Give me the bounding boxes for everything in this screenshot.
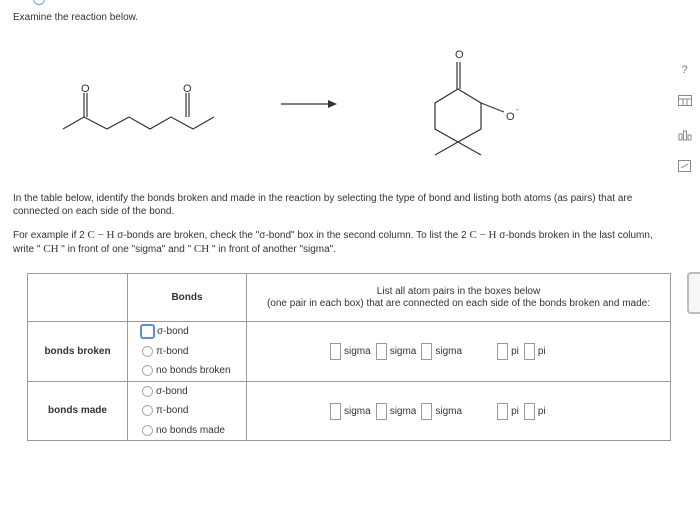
pair-input-box[interactable] (524, 343, 535, 360)
bond-type-options (128, 322, 247, 382)
atom-pairs-broken: sigma sigma sigma pi pi (247, 322, 671, 382)
pair-input-box[interactable] (524, 403, 535, 420)
pair-input-box[interactable] (330, 403, 341, 420)
chevron-icon[interactable] (33, 0, 45, 5)
instructions-paragraph-1: In the table below, identify the bonds broken and made in the reaction by selecting the type of bond and listing both atoms (as pairs) that are connected on each side of the bond. (13, 193, 633, 217)
table-corner-cell (28, 274, 128, 322)
bond-type-options (128, 381, 247, 441)
radio-checkbox[interactable] (142, 405, 153, 416)
carbonyl-oxygen-1: O (81, 83, 90, 95)
reference-icon[interactable] (676, 158, 693, 173)
atom-pairs-made: sigma sigma sigma pi pi (247, 381, 671, 441)
option-pi-bond[interactable]: π-bond (142, 401, 246, 421)
question-prompt: Examine the reaction below. (13, 12, 139, 23)
pair-input-box[interactable] (330, 343, 341, 360)
pair-input-box[interactable] (497, 403, 508, 420)
row-label-broken: bonds broken (28, 322, 128, 382)
pair-input-box[interactable] (376, 343, 387, 360)
radio-checkbox[interactable] (142, 365, 153, 376)
radio-checkbox[interactable] (140, 324, 155, 339)
diketone-skeleton (63, 117, 214, 129)
product-ring (435, 89, 481, 142)
pair-input-box[interactable] (376, 403, 387, 420)
instructions-paragraph-2: For example if 2 C − H σ-bonds are broken, check the "σ-bond" box in the second column. To list the 2 C − H σ-bonds broken in the last column, write " CH " in front of one "sigma" and " CH " in front of another "sigma". (13, 229, 653, 255)
option-no-bonds[interactable]: no bonds made (142, 421, 246, 441)
pair-input-box[interactable] (421, 403, 432, 420)
radio-checkbox[interactable] (142, 386, 153, 397)
bonds-column-header: Bonds (128, 274, 247, 322)
carbonyl-oxygen-2: O (183, 83, 192, 95)
pair-input-box[interactable] (497, 343, 508, 360)
option-sigma-bond[interactable]: σ-bond (142, 382, 246, 402)
radio-checkbox[interactable] (142, 425, 153, 436)
chart-icon[interactable] (676, 127, 693, 142)
negative-charge: - (516, 105, 519, 114)
table-row (28, 322, 671, 382)
periodic-table-icon[interactable] (676, 93, 693, 108)
product-carbonyl-oxygen: O (455, 49, 464, 61)
table-row (28, 381, 671, 441)
help-icon[interactable]: ? (681, 63, 688, 76)
radio-checkbox[interactable] (142, 346, 153, 357)
option-sigma-bond[interactable]: σ-bond (142, 322, 246, 342)
reaction-scheme (0, 40, 560, 160)
pairs-column-header: List all atom pairs in the boxes below (one pair in each box) that are connected on each side of the bonds broken and made: (247, 274, 671, 322)
bonds-table (27, 273, 671, 441)
row-label-made: bonds made (28, 381, 128, 441)
option-no-bonds[interactable]: no bonds broken (142, 361, 246, 381)
side-panel-tab[interactable] (687, 272, 700, 314)
alkoxide-oxygen: O (506, 111, 515, 123)
option-pi-bond[interactable]: π-bond (142, 342, 246, 362)
pair-input-box[interactable] (421, 343, 432, 360)
